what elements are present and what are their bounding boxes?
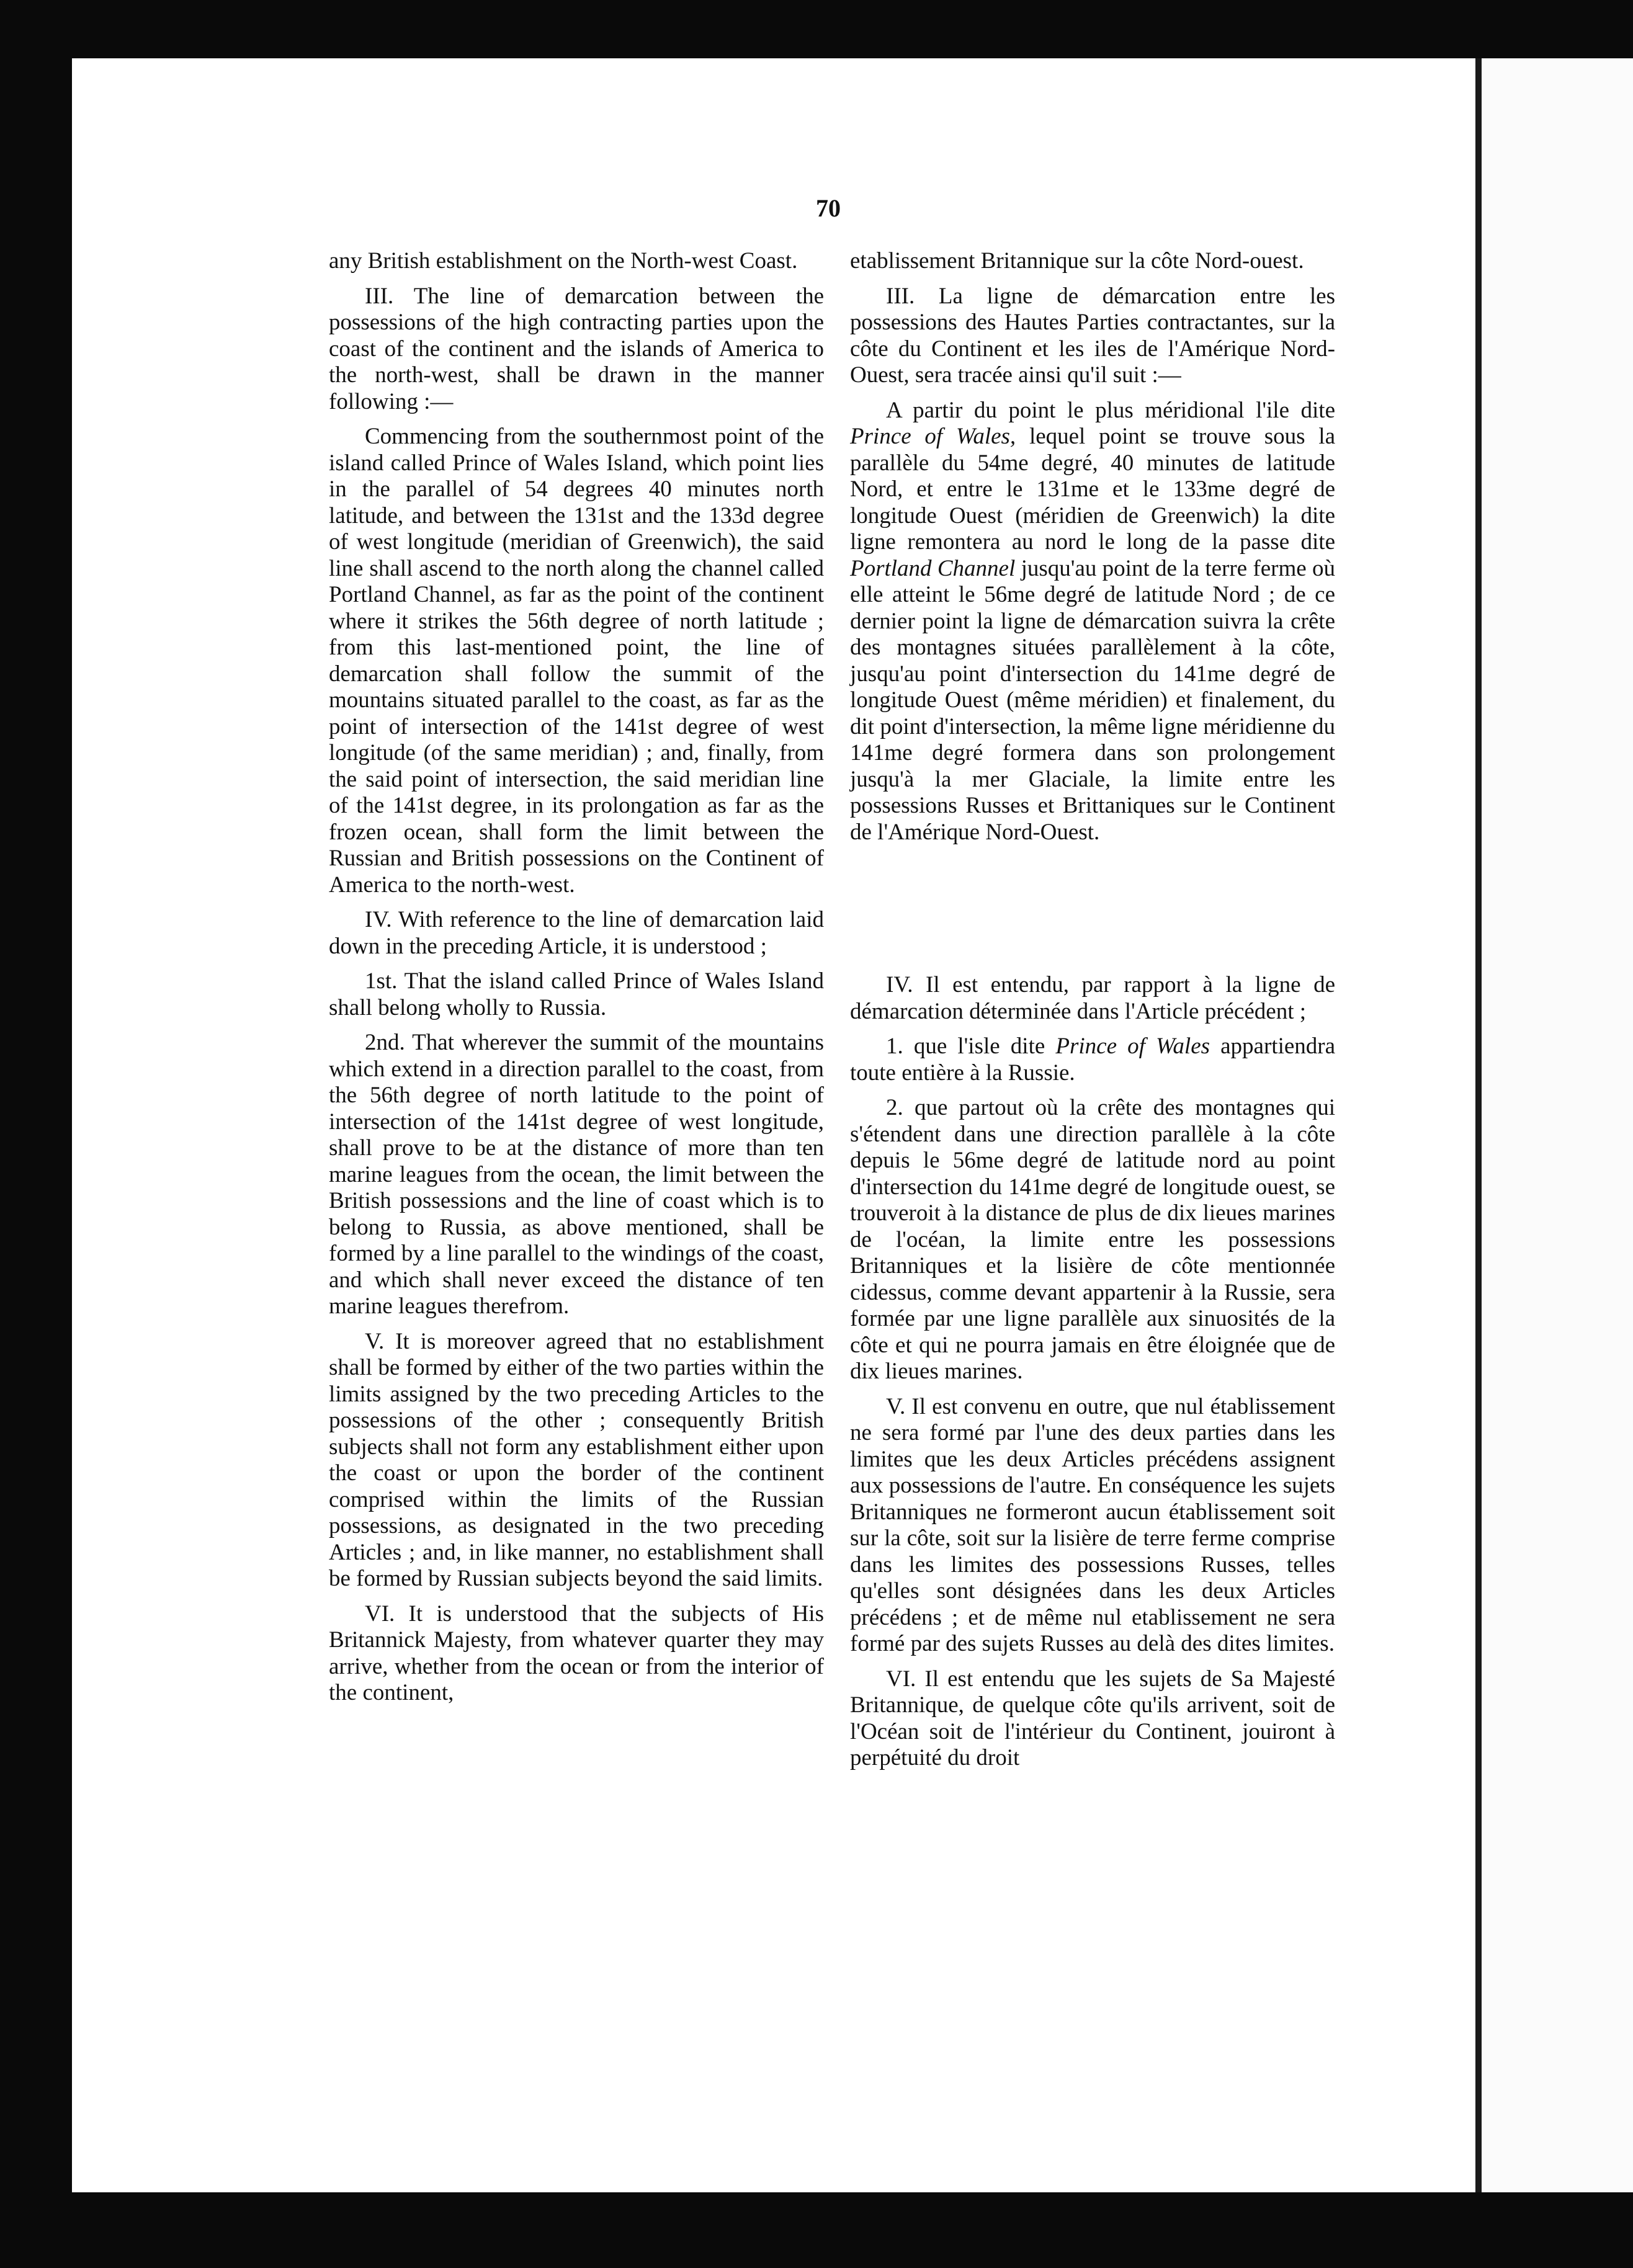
french-italic-term: Portland Channel	[850, 555, 1016, 581]
english-paragraph: 2nd. That wherever the summit of the mountains which extend in a direction parallel to the coast, from the 56th degree of north latitude to the point of intersection of the 141st degree of west longitude, shall prove to be at the distance of more than ten marine leagues from the ocean, the limit between the British possessions and the line of coast which is to belong to Russia, as above mentioned, shall be formed by a line parallel to the windings of the coast, and which shall never exceed the distance of ten marine leagues therefrom.	[329, 1030, 824, 1319]
french-paragraph	[850, 398, 1335, 846]
french-article-4: IV. Il est entendu, par rapport à la ligne de démarcation déterminée dans l'Article précédent ;	[850, 972, 1335, 1024]
english-article-6: VI. It is understood that the subjects of His Britannick Majesty, from whatever quarter they may arrive, whether from the ocean or from the interior of the continent,	[329, 1601, 824, 1705]
french-paragraph: 2. que partout où la crête des montagnes qui s'étendent dans une direction parallèle à la côte depuis le 56me degré de latitude nord au point d'intersection du 141me degré de longitude ouest, se trouveroit à la distance de plus de dix lieues marines de l'océan, la limite entre les possessions Britanniques et la lisière de côte mentionnée cidessus, comme devant appartenir à la Russie, sera formée par une ligne parallèle aux sinuosités de la côte et qui ne pourra jamais en être éloignée que de dix lieues marines.	[850, 1095, 1335, 1384]
column-spacer	[850, 854, 1335, 972]
english-column	[329, 248, 824, 1715]
french-text: appartiendra toute entière à la Russie.	[850, 1034, 1336, 1086]
french-article-3: III. La ligne de démarcation entre les possessions des Hautes Parties contractantes, sur la côte du Continent et les iles de l'Amérique Nord-Ouest, sera tracée ainsi qu'il suit :—	[850, 283, 1335, 388]
french-text: 1. que l'isle dite	[886, 1034, 1045, 1059]
french-article-6: VI. Il est entendu que les sujets de Sa Majesté Britannique, de quelque côte qu'ils arrivent, soit de l'Océan soit de l'intérieur du Continent, jouiront à perpétuité du droit	[850, 1666, 1335, 1770]
french-text: A partir du point le plus méridional l'ile dite	[886, 397, 1335, 423]
english-article-4: IV. With reference to the line of demarcation laid down in the preceding Article, it is understood ;	[329, 907, 824, 959]
french-column	[850, 248, 1335, 1780]
french-paragraph: etablissement Britannique sur la côte Nord-ouest.	[850, 248, 1304, 274]
english-article-5: V. It is moreover agreed that no establishment shall be formed by either of the two parties within the limits assigned by the two preceding Articles to the possessions of the other ; consequently British subjects shall not form any establishment either upon the coast or upon the border of the continent comprised within the limits of the Russian possessions, as designated in the two preceding Articles ; and, in like manner, no establishment shall be formed by Russian subjects beyond the said limits.	[329, 1328, 824, 1591]
french-article-5: V. Il est convenu en outre, que nul établissement ne sera formé par l'une des deux parties dans les limites que les deux Articles précédens assignent aux possessions de l'autre. En conséquence les sujets Britanniques ne formeront aucun établissement soit sur la côte, soit sur la lisière de terre ferme comprise dans les limites des possessions Russes, telles qu'elles sont désignées dans les deux Articles précédens ; et de même nul etablissement ne sera formé par des sujets Russes au delà des dites limites.	[850, 1393, 1335, 1656]
french-text: jusqu'au point de la terre ferme où elle atteint le 56me degré de latitude Nord ; de ce dernier point la ligne de démarcation suivra la crête des montagnes situées parallèlement à la côte, jusqu'au point d'intersection du 141me degré de longitude Ouest (même méridien) et finalement, du dit point d'intersection, la même ligne méridienne du 141me degré formera dans son prolongement jusqu'à la mer Glaciale, la limite entre les possessions Russes et Brittaniques sur le Continent de l'Amérique Nord-Ouest.	[850, 555, 1335, 845]
french-text: lequel point se trouve sous la parallèle du 54me degré, 40 minutes de latitude Nord, et entre le 131me et le 133me degré de longitude Ouest (méridien de Greenwich) la dite ligne remontera au nord le long de la passe dite	[850, 424, 1335, 555]
page-number: 70	[816, 194, 841, 222]
english-paragraph: Commencing from the southernmost point of the island called Prince of Wales Island, which point lies in the parallel of 54 degrees 40 minutes north latitude, and between the 131st and the 133d degree of west longitude (meridian of Greenwich), the said line shall ascend to the north along the channel called Portland Channel, as far as the point of the continent where it strikes the 56th degree of north latitude ; from this last-mentioned point, the line of demarcation shall follow the summit of the mountains situated parallel to the coast, as far as the point of intersection of the 141st degree of west longitude (of the same meridian) ; and, finally, from the said point of intersection, the said meridian line of the 141st degree, in its prolongation as far as the frozen ocean, shall form the limit between the Russian and British possessions on the Continent of America to the north-west.	[329, 424, 824, 898]
english-paragraph: any British establishment on the North-west Coast.	[329, 248, 798, 274]
english-paragraph: 1st. That the island called Prince of Wales Island shall belong wholly to Russia.	[329, 968, 824, 1020]
french-paragraph	[850, 1034, 1335, 1086]
french-italic-term: Prince of Wales,	[850, 424, 1016, 449]
english-article-3: III. The line of demarcation between the possessions of the high contracting parties upon the coast of the continent and the islands of America to the north-west, shall be drawn in the manner following :—	[329, 283, 824, 414]
french-italic-term: Prince of Wales	[1055, 1034, 1210, 1059]
adjacent-page-edge	[1482, 58, 1633, 2192]
